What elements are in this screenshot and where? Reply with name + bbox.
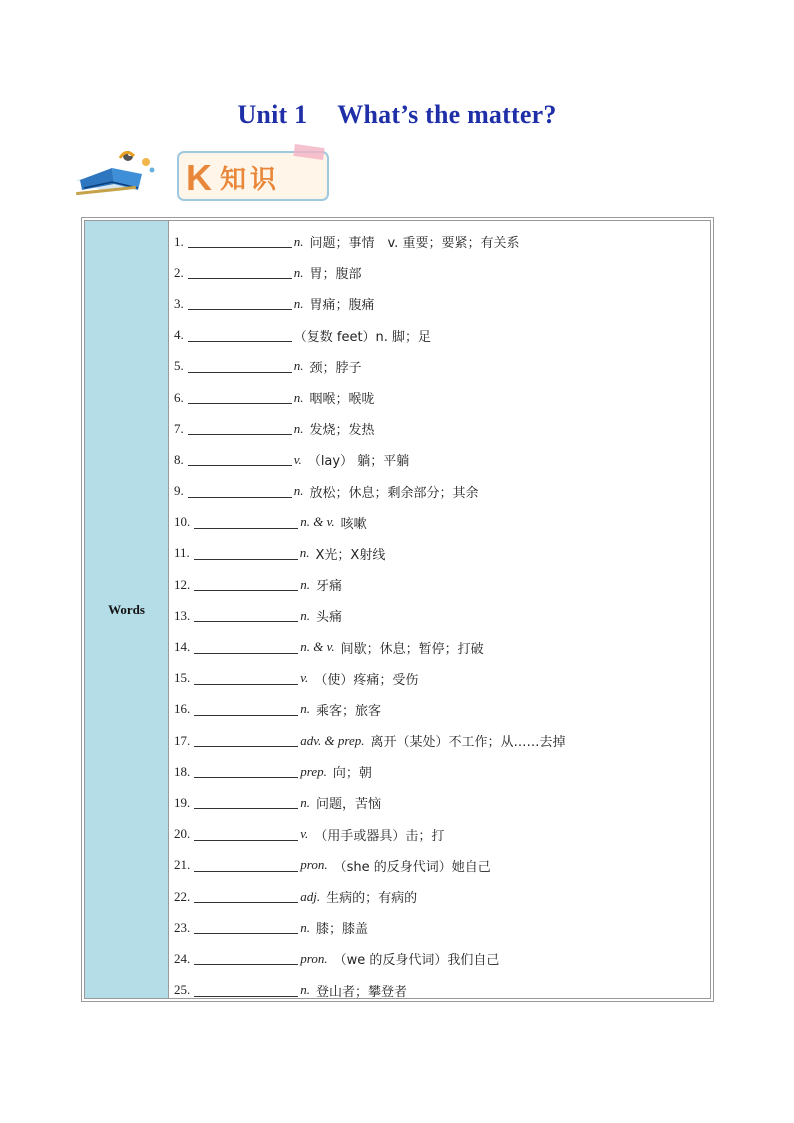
answer-blank[interactable] xyxy=(194,828,298,841)
word-row xyxy=(174,257,710,288)
part-of-speech: n. xyxy=(300,576,310,592)
part-of-speech: n. xyxy=(300,794,310,810)
answer-blank[interactable] xyxy=(188,297,292,310)
part-of-speech: n. & v. xyxy=(300,514,335,530)
words-table xyxy=(81,217,714,1002)
answer-blank[interactable] xyxy=(194,859,298,872)
item-number: 1. xyxy=(174,233,184,249)
word-row xyxy=(174,663,710,694)
item-number: 2. xyxy=(174,264,184,280)
item-number: 8. xyxy=(174,451,184,467)
part-of-speech: pron. xyxy=(300,857,328,873)
answer-blank[interactable] xyxy=(194,984,298,997)
definition: （lay） 躺；平躺 xyxy=(307,454,410,470)
word-row xyxy=(174,756,710,787)
answer-blank[interactable] xyxy=(194,547,298,560)
definition: 问题；事情 v. 重要；要紧；有关系 xyxy=(309,236,520,252)
item-number: 11. xyxy=(174,545,190,561)
definition: （she 的反身代词）她自己 xyxy=(333,859,491,875)
banner-label: 知识 xyxy=(220,165,281,195)
word-row xyxy=(174,943,710,974)
part-of-speech: n. xyxy=(293,295,304,311)
definition: 咽喉；喉咙 xyxy=(309,392,375,408)
answer-blank[interactable] xyxy=(194,734,298,747)
item-number: 12. xyxy=(174,576,191,592)
word-row xyxy=(174,320,710,351)
item-number: 24. xyxy=(174,950,191,966)
knowledge-label-card xyxy=(178,144,328,200)
section-label: Words xyxy=(108,601,145,617)
definition: （复数 feet）n. 脚；足 xyxy=(293,329,432,345)
word-row xyxy=(174,694,710,725)
part-of-speech: n. xyxy=(300,919,310,935)
item-number: 19. xyxy=(174,794,191,810)
definition: 登山者；攀登者 xyxy=(316,984,408,1000)
part-of-speech: adv. & prep. xyxy=(300,732,365,748)
part-of-speech: v. xyxy=(300,826,309,842)
definition: （we 的反身代词）我们自己 xyxy=(333,953,500,969)
word-row xyxy=(174,507,710,538)
definition: 向；朝 xyxy=(332,766,372,782)
definition: 胃；腹部 xyxy=(309,267,362,283)
answer-blank[interactable] xyxy=(194,672,298,685)
unit-question: What’s the matter? xyxy=(337,100,557,129)
answer-blank[interactable] xyxy=(194,641,298,654)
unit-label: Unit 1 xyxy=(237,100,308,129)
word-row xyxy=(174,881,710,912)
word-list xyxy=(169,221,710,998)
part-of-speech: adj. xyxy=(300,888,321,904)
item-number: 15. xyxy=(174,670,191,686)
part-of-speech: n. xyxy=(293,233,304,249)
answer-blank[interactable] xyxy=(194,765,298,778)
part-of-speech: n. xyxy=(300,701,310,717)
definition: 问题，苦恼 xyxy=(316,797,382,813)
word-row xyxy=(174,444,710,475)
part-of-speech: n. xyxy=(299,545,310,561)
part-of-speech: n. xyxy=(300,982,310,998)
word-row xyxy=(174,288,710,319)
definition: 咳嗽 xyxy=(340,516,367,532)
word-row xyxy=(174,382,710,413)
definition: X光；X射线 xyxy=(315,547,386,563)
definition: 牙痛 xyxy=(316,579,343,595)
answer-blank[interactable] xyxy=(188,266,292,279)
answer-blank[interactable] xyxy=(194,796,298,809)
item-number: 9. xyxy=(174,483,184,499)
answer-blank[interactable] xyxy=(194,890,298,903)
definition: 发烧；发热 xyxy=(309,423,375,439)
item-number: 5. xyxy=(174,358,184,374)
answer-blank[interactable] xyxy=(194,516,298,529)
definition: （用手或器具）击；打 xyxy=(314,828,445,844)
banner-letter: K xyxy=(186,157,212,198)
answer-blank[interactable] xyxy=(194,703,298,716)
word-row xyxy=(174,600,710,631)
part-of-speech: v. xyxy=(293,451,302,467)
word-row xyxy=(174,226,710,257)
part-of-speech: n. & v. xyxy=(300,639,335,655)
item-number: 17. xyxy=(174,732,191,748)
word-row xyxy=(174,631,710,662)
section-cell xyxy=(85,221,169,998)
word-row xyxy=(174,538,710,569)
part-of-speech: v. xyxy=(300,670,309,686)
definition: 头痛 xyxy=(316,610,343,626)
definition: 离开（某处）不工作；从……去掉 xyxy=(370,735,566,751)
item-number: 14. xyxy=(174,639,191,655)
part-of-speech: n. xyxy=(293,483,304,499)
answer-blank[interactable] xyxy=(194,578,298,591)
item-number: 3. xyxy=(174,295,184,311)
part-of-speech: n. xyxy=(293,389,304,405)
word-row xyxy=(174,476,710,507)
item-number: 25. xyxy=(174,982,191,998)
definition: 乘客；旅客 xyxy=(316,703,382,719)
definition: （使）疼痛；受伤 xyxy=(314,672,419,688)
definition: 膝；膝盖 xyxy=(316,922,369,938)
answer-blank[interactable] xyxy=(194,921,298,934)
page-title xyxy=(0,100,794,130)
item-number: 13. xyxy=(174,607,191,623)
item-number: 6. xyxy=(174,389,184,405)
answer-blank[interactable] xyxy=(188,360,292,373)
word-row xyxy=(174,787,710,818)
part-of-speech: n. xyxy=(300,607,310,623)
item-number: 16. xyxy=(174,701,191,717)
answer-blank[interactable] xyxy=(188,329,292,342)
word-row xyxy=(174,850,710,881)
answer-blank[interactable] xyxy=(188,235,292,248)
answer-blank[interactable] xyxy=(194,952,298,965)
item-number: 20. xyxy=(174,826,191,842)
definition: 放松；休息；剩余部分；其余 xyxy=(309,485,479,501)
definition: 颈；脖子 xyxy=(309,360,362,376)
word-row xyxy=(174,413,710,444)
answer-blank[interactable] xyxy=(188,453,292,466)
definition: 胃痛；腹痛 xyxy=(309,298,375,314)
definition: 间歇；休息；暂停；打破 xyxy=(340,641,484,657)
part-of-speech: prep. xyxy=(300,763,327,779)
word-row xyxy=(174,351,710,382)
word-row xyxy=(174,819,710,850)
word-row xyxy=(174,725,710,756)
answer-blank[interactable] xyxy=(188,391,292,404)
part-of-speech: n. xyxy=(293,264,304,280)
item-number: 23. xyxy=(174,919,191,935)
part-of-speech: n. xyxy=(293,420,304,436)
open-book-icon xyxy=(76,151,155,195)
item-number: 4. xyxy=(174,327,184,343)
word-row xyxy=(174,975,710,1006)
answer-blank[interactable] xyxy=(188,422,292,435)
part-of-speech: pron. xyxy=(300,950,328,966)
definition: 生病的；有病的 xyxy=(326,891,418,907)
item-number: 22. xyxy=(174,888,191,904)
item-number: 18. xyxy=(174,763,191,779)
word-row xyxy=(174,912,710,943)
knowledge-banner xyxy=(72,144,342,204)
item-number: 7. xyxy=(174,420,184,436)
answer-blank[interactable] xyxy=(188,485,292,498)
word-row xyxy=(174,569,710,600)
item-number: 21. xyxy=(174,857,191,873)
item-number: 10. xyxy=(174,514,191,530)
answer-blank[interactable] xyxy=(194,609,298,622)
part-of-speech: n. xyxy=(293,358,304,374)
